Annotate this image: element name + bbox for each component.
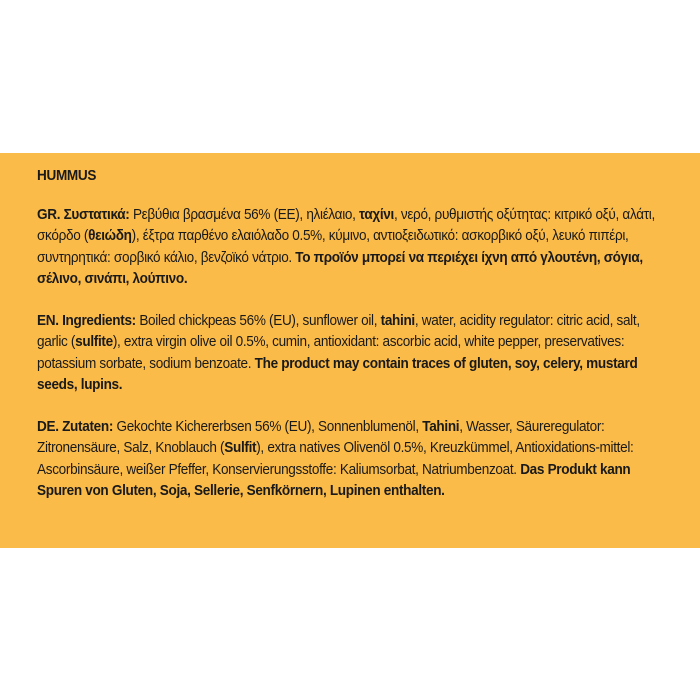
english-allergen-sulfite: sulfite: [75, 334, 113, 350]
ingredients-section-german: [37, 417, 669, 503]
german-text-3: ), extra natives Olivenöl 0.5%, Kreuzkümmel, Antioxidations-mittel: Ascorbinsäure, weißer Pfeffer, Konservierungsstoffe: Kaliumsorbat, Natriumbenzoat.: [37, 440, 634, 478]
greek-text-1: Ρεβύθια βρασμένα 56% (ΕΕ), ηλιέλαιο,: [129, 206, 359, 223]
ingredients-text: [37, 166, 669, 523]
english-text-2: , water, acidity regulator: citric acid, salt, garlic (: [37, 312, 640, 350]
german-traces-warning: Das Produkt kann Spuren von Gluten, Soja, Sellerie, Senfkörnern, Lupinen enthalten.: [37, 461, 631, 499]
german-label: DE. Zutaten:: [37, 418, 114, 435]
english-label: EN. Ingredients:: [37, 312, 136, 329]
greek-allergen-sulfite: θειώδη: [88, 228, 132, 244]
ingredients-section-greek: [37, 205, 669, 291]
german-text-1: Gekochte Kichererbsen 56% (EU), Sonnenblumenöl,: [113, 418, 423, 435]
greek-traces-warning: Το προϊόν μπορεί να περιέχει ίχνη από γλουτένη, σόγια, σέλινο, σινάπι, λούπινο.: [37, 249, 643, 287]
german-allergen-sulfite: Sulfit: [224, 440, 257, 456]
english-traces-warning: The product may contain traces of gluten, soy, celery, mustard seeds, lupins.: [37, 355, 638, 393]
german-allergen-tahini: Tahini: [422, 418, 460, 435]
english-text-3: ), extra virgin olive oil 0.5%, cumin, antioxidant: ascorbic acid, white pepper, preservatives: potassium sorbate, sodium benzoate.: [37, 334, 625, 372]
german-text-2: , Wasser, Säureregulator: Zitronensäure, Salz, Knoblauch (: [37, 418, 605, 456]
product-title: HUMMUS: [37, 168, 97, 184]
english-text-1: Boiled chickpeas 56% (EU), sunflower oil,: [135, 312, 381, 329]
ingredients-label-panel: [0, 153, 700, 548]
greek-label: GR. Συστατικά:: [37, 206, 130, 223]
greek-text-3: ), έξτρα παρθένο ελαιόλαδο 0.5%, κύμινο, αντιοξειδωτικό: ασκορβικό οξύ, λευκό πιπέρι, συντηρητικά: σορβικό κάλιο, βενζοϊκό νάτριο.: [37, 228, 629, 266]
greek-allergen-tahini: ταχίνι: [358, 206, 394, 223]
ingredients-section-english: [37, 311, 669, 397]
greek-text-2: , νερό, ρυθμιστής οξύτητας: κιτρικό οξύ, αλάτι, σκόρδο (: [37, 206, 655, 244]
english-allergen-tahini: tahini: [380, 312, 415, 329]
